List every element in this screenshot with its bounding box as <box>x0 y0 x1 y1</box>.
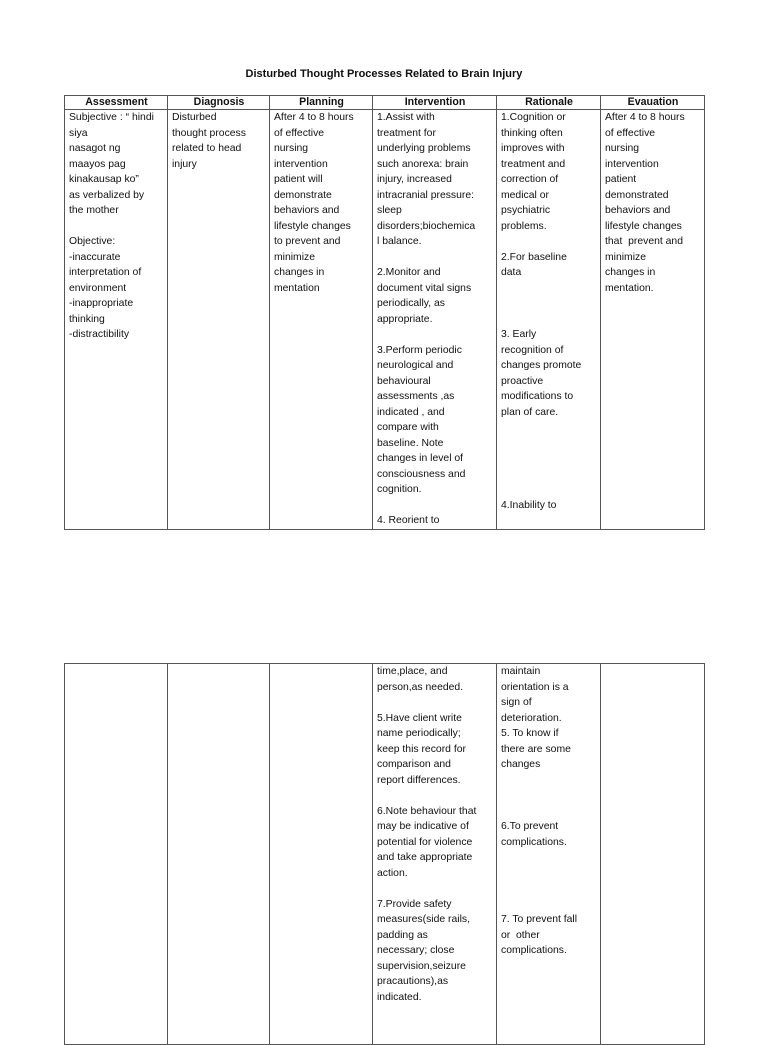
table-row <box>65 664 705 1045</box>
diagnosis-cell: Disturbed thought process related to head injury <box>168 110 270 530</box>
header-assessment: Assessment <box>65 96 168 110</box>
care-plan-table-page-2 <box>64 663 705 1045</box>
assessment-cell: Subjective : “ hindi siya nasagot ng maayos pag kinakausap ko” as verbalized by the mother Objective: -inaccurate interpretation of environment -inappropriate thinking -distractibility <box>65 110 168 530</box>
diagnosis-cell <box>168 664 270 1045</box>
header-planning: Planning <box>270 96 373 110</box>
header-evaluation: Evauation <box>601 96 705 110</box>
document-title: Disturbed Thought Processes Related to Brain Injury <box>245 68 523 80</box>
evaluation-cell <box>601 664 705 1045</box>
care-plan-table-page-1 <box>64 95 705 530</box>
evaluation-cell: After 4 to 8 hours of effective nursing intervention patient demonstrated behaviors and lifestyle changes that prevent and minimize changes in mentation. <box>601 110 705 530</box>
table-row <box>65 110 705 530</box>
rationale-cell: 1.Cognition or thinking often improves with treatment and correction of medical or psychiatric problems. 2.For baseline data 3. Early recognition of changes promote proactive modifications to plan of care. 4.Inability to <box>497 110 601 530</box>
intervention-cell: 1.Assist with treatment for underlying problems such anorexa: brain injury, increased intracranial pressure: sleep disorders;biochemica l balance. 2.Monitor and document vital signs periodically, as appropriate. 3.Perform periodic neurological and behavioural assessments ,as indicated , and compare with baseline. Note changes in level of consciousness and cognition. 4. Reorient to <box>373 110 497 530</box>
assessment-cell <box>65 664 168 1045</box>
header-rationale: Rationale <box>497 96 601 110</box>
header-intervention: Intervention <box>373 96 497 110</box>
intervention-cell: time,place, and person,as needed. 5.Have client write name periodically; keep this record for comparison and report differences. 6.Note behaviour that may be indicative of potential for violence and take appropriate action. 7.Provide safety measures(side rails, padding as necessary; close supervision,seizure pracautions),as indicated. <box>373 664 497 1045</box>
planning-cell: After 4 to 8 hours of effective nursing intervention patient will demonstrate behaviors and lifestyle changes to prevent and minimize changes in mentation <box>270 110 373 530</box>
header-diagnosis: Diagnosis <box>168 96 270 110</box>
rationale-cell: maintain orientation is a sign of deterioration. 5. To know if there are some changes 6.To prevent complications. 7. To prevent fall or other complications. <box>497 664 601 1045</box>
planning-cell <box>270 664 373 1045</box>
table-header-row <box>65 96 705 110</box>
